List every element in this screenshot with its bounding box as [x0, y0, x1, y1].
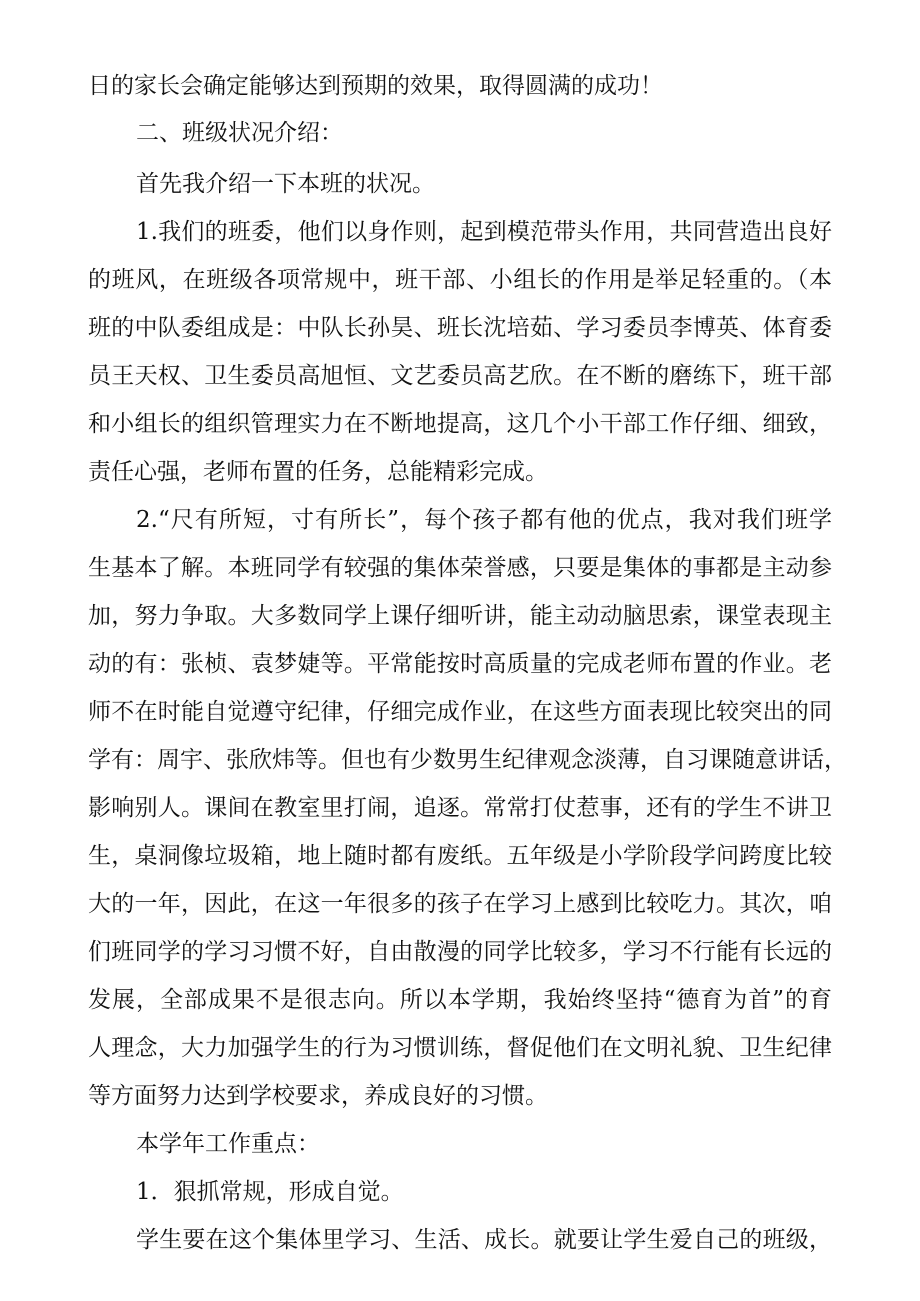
text-line: 发展，全部成果不是很志向。所以本学期，我始终坚持“德育为首”的育	[88, 987, 832, 1013]
text-line: 学生要在这个集体里学习、生活、成长。就要让学生爱自己的班级，	[136, 1227, 832, 1253]
text-line: 人理念，大力加强学生的行为习惯训练，督促他们在文明礼貌、卫生纪律	[88, 1035, 832, 1061]
text-line: 1．狠抓常规，形成自觉。	[136, 1179, 404, 1205]
section-heading: 本学年工作重点：	[136, 1131, 320, 1157]
text-line: 班的中队委组成是：中队长孙昊、班长沈培茹、学习委员李博英、体育委	[88, 315, 832, 341]
text-line: 日的家长会确定能够达到预期的效果，取得圆满的成功！	[88, 73, 663, 99]
text-line: 们班同学的学习习惯不好，自由散漫的同学比较多，学习不行能有长远的	[88, 939, 832, 965]
text-line: 生，桌洞像垃圾箱，地上随时都有废纸。五年级是小学阶段学问跨度比较	[88, 843, 832, 869]
text-line: 学有：周宇、张欣炜等。但也有少数男生纪律观念淡薄，自习课随意讲话，	[88, 747, 847, 773]
text-line: 员王天权、卫生委员高旭恒、文艺委员高艺欣。在不断的磨练下，班干部	[88, 363, 832, 389]
text-line: 1.我们的班委，他们以身作则，起到模范带头作用，共同营造出良好	[136, 219, 832, 245]
text-line: 责任心强，老师布置的任务，总能精彩完成。	[88, 459, 548, 485]
text-line: 2.“尺有所短，寸有所长”，每个孩子都有他的优点，我对我们班学	[136, 507, 832, 533]
text-line: 首先我介绍一下本班的状况。	[136, 171, 435, 197]
text-line: 等方面努力达到学校要求，养成良好的习惯。	[88, 1083, 548, 1109]
text-line: 动的有：张桢、袁梦婕等。平常能按时高质量的完成老师布置的作业。老	[88, 651, 832, 677]
text-line: 的班风，在班级各项常规中，班干部、小组长的作用是举足轻重的。（本	[88, 267, 832, 293]
text-line: 生基本了解。本班同学有较强的集体荣誉感，只要是集体的事都是主动参	[88, 555, 832, 581]
section-heading: 二、班级状况介绍：	[136, 120, 343, 146]
text-line: 影响别人。课间在教室里打闹，追逐。常常打仗惹事，还有的学生不讲卫	[88, 795, 832, 821]
text-line: 大的一年，因此，在这一年很多的孩子在学习上感到比较吃力。其次，咱	[88, 891, 832, 917]
text-line: 师不在时能自觉遵守纪律，仔细完成作业，在这些方面表现比较突出的同	[88, 699, 832, 725]
text-line: 加，努力争取。大多数同学上课仔细听讲，能主动动脑思索，课堂表现主	[88, 603, 832, 629]
text-line: 和小组长的组织管理实力在不断地提高，这几个小干部工作仔细、细致，	[88, 411, 832, 437]
